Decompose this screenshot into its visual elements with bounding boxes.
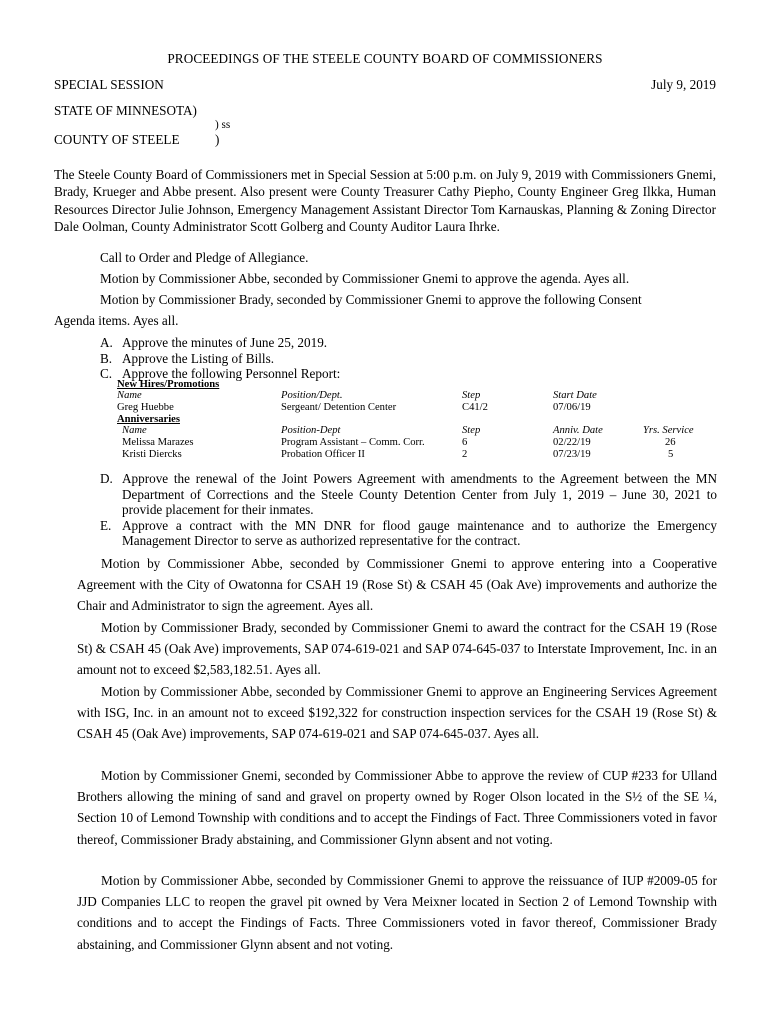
col-header: Anniv. Date	[553, 425, 603, 436]
table-cell: Probation Officer II	[281, 449, 365, 460]
col-header: Yrs. Service	[643, 425, 694, 436]
consent-item-b: B. Approve the Listing of Bills.	[100, 350, 275, 366]
motion-consent-line1: Motion by Commissioner Brady, seconded by Commissioner Gnemi to approve the following Consent	[100, 292, 642, 307]
motion-engineering-services: Motion by Commissioner Abbe, seconded by Commissioner Gnemi to approve an Engineering Services Agreement with ISG, Inc. in an amount not to exceed $192,322 for construction inspection services for the CSAH 19 (Rose St) & CSAH 45 (Oak Ave) improvements, SAP 074-619-021 and SAP 074-645-037. Ayes all.	[77, 684, 717, 742]
consent-list-abc	[100, 335, 717, 382]
motion-consent-line2: Agenda items. Ayes all.	[54, 313, 179, 328]
consent-list-de	[100, 471, 717, 549]
consent-item-e: E. Approve a contract with the MN DNR for flood gauge maintenance and to authorize the Emergency Management Director to serve as authorized representative for the contract.	[100, 517, 717, 548]
consent-item-a: A. Approve the minutes of June 25, 2019.	[100, 335, 328, 350]
table-cell: 02/22/19	[553, 437, 591, 448]
table-cell: Melissa Marazes	[122, 437, 194, 448]
document-title: PROCEEDINGS OF THE STEELE COUNTY BOARD OF COMMISSIONERS	[167, 51, 603, 66]
col-header: Name	[122, 425, 147, 436]
col-header: Step	[462, 390, 481, 401]
call-to-order: Call to Order and Pledge of Allegiance.	[100, 250, 309, 265]
motion-iup-2009-05: Motion by Commissioner Abbe, seconded by Commissioner Gnemi to approve the reissuance of IUP #2009-05 for JJD Companies LLC to reopen the gravel pit owned by Vera Meixner located in Section 2 of Lemond Township with conditions and to accept the Findings of Facts. Three Commissioners voted in favor thereof, Commissioner Brady abstaining, and Commissioner Glynn absent and not voting.	[77, 873, 717, 952]
table-cell: 2	[462, 449, 468, 460]
table-cell: 6	[462, 437, 468, 448]
table-cell: 07/23/19	[553, 449, 591, 460]
table-cell: Program Assistant – Comm. Corr.	[281, 437, 425, 448]
motion-agenda: Motion by Commissioner Abbe, seconded by Commissioner Gnemi to approve the agenda. Ayes all.	[100, 271, 630, 286]
table-cell: 07/06/19	[553, 402, 591, 413]
new-hires-heading: New Hires/Promotions	[117, 379, 220, 390]
session-date: July 9, 2019	[651, 77, 716, 92]
motion-cup-233: Motion by Commissioner Gnemi, seconded by Commissioner Abbe to approve the review of CUP #233 for Ulland Brothers allowing the mining of sand and gravel on property owned by Roger Olson located in the S½ of the SE ¼, Section 10 of Lemond Township with conditions and to accept the Findings of Fact. Three Commissioners voted in favor thereof, Commissioner Brady abstaining, and Commissioner Glynn absent and not voting.	[77, 768, 717, 847]
table-cell: Greg Huebbe	[117, 402, 174, 413]
motion-award-contract: Motion by Commissioner Brady, seconded by Commissioner Gnemi to award the contract for the CSAH 19 (Rose St) & CSAH 45 (Oak Ave) improvements, SAP 074-619-021 and SAP 074-645-037 to Interstate Improvement, Inc. in an amount not to exceed $2,583,182.51. Ayes all.	[77, 620, 717, 678]
col-header: Step	[462, 425, 481, 436]
anniversaries-heading: Anniversaries	[117, 414, 180, 425]
table-cell: 5	[668, 449, 674, 460]
consent-item-d: D. Approve the renewal of the Joint Powers Agreement with amendments to the Agreement between the MN Department of Corrections and the Steele County Detention Center from July 1, 2019 – June 30, 2021 to provide placement for their inmates.	[100, 471, 717, 517]
session-type: SPECIAL SESSION	[54, 77, 164, 92]
consent-item-c: C. Approve the following Personnel Report:	[100, 366, 341, 381]
col-header: Position/Dept.	[281, 390, 343, 401]
county-paren: )	[215, 132, 220, 147]
table-cell: 26	[665, 437, 676, 448]
col-header: Start Date	[553, 390, 597, 401]
table-cell: C41/2	[462, 402, 488, 413]
county-line: COUNTY OF STEELE	[54, 132, 180, 147]
intro-paragraph: The Steele County Board of Commissioners met in Special Session at 5:00 p.m. on July 9, 2019 with Commissioners Gnemi, Brady, Krueger and Abbe present. Also present were County Treasurer Cathy Piepho, County Engineer Greg Ilkka, Human Resources Director Julie Johnson, Emergency Management Assistant Director Tom Karnauskas, Planning & Zoning Director Dale Oolman, County Administrator Scott Golberg and County Auditor Laura Ihrke.	[54, 167, 716, 235]
col-header: Position-Dept	[281, 425, 341, 436]
ss-mark: ) ss	[215, 119, 231, 131]
col-header: Name	[117, 390, 142, 401]
table-cell: Kristi Diercks	[122, 449, 182, 460]
state-line: STATE OF MINNESOTA)	[54, 103, 197, 118]
motion-cooperative-agreement: Motion by Commissioner Abbe, seconded by Commissioner Gnemi to approve entering into a Cooperative Agreement with the City of Owatonna for CSAH 19 (Rose St) & CSAH 45 (Oak Ave) improvements and authorize the Chair and Administrator to sign the agreement. Ayes all.	[77, 556, 717, 614]
table-cell: Sergeant/ Detention Center	[281, 402, 397, 413]
